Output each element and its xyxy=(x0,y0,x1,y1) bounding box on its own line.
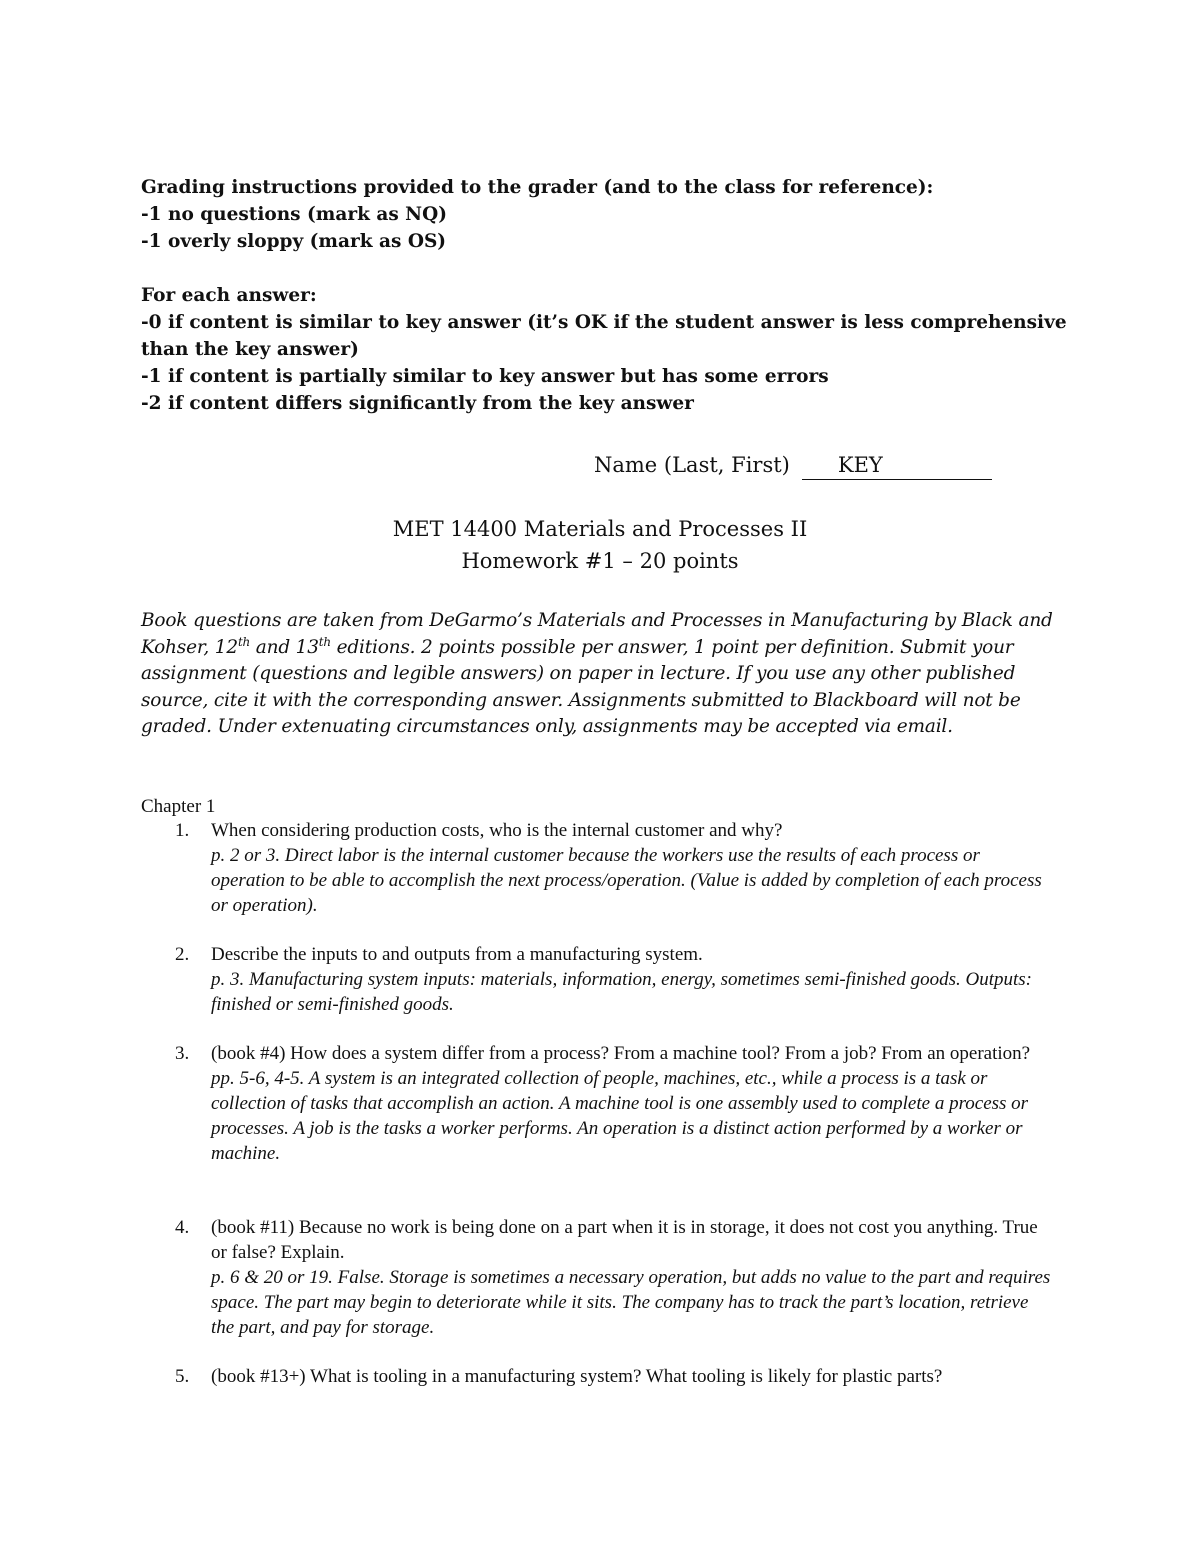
grading-rule-sloppy: -1 overly sloppy (mark as OS) xyxy=(141,231,447,252)
each-answer-rule-0: -0 if content is similar to key answer (it’s OK if the student answer is less comprehensive xyxy=(141,312,1067,333)
grading-rule-no-questions: -1 no questions (mark as NQ) xyxy=(141,204,447,225)
each-answer-rule-0-cont: than the key answer) xyxy=(141,339,359,360)
name-value: KEY xyxy=(802,451,992,480)
each-answer-heading: For each answer: xyxy=(141,285,317,306)
intro-text-3: editions. 2 points possible per answer, 1 point per definition. Submit your assignment (questions and legible answers) on paper in lecture. If you use any other published source, cite it with the corresponding answer. Assignments submitted to Blackboard will not be graded. Under extenuating circumstances only, assignments may be accepted via email. xyxy=(141,636,1021,738)
question-item xyxy=(175,942,1055,1017)
answer-text: p. 3. Manufacturing system inputs: materials, information, energy, sometimes semi-finished goods. Outputs: finished or semi-finished goods. xyxy=(211,969,1032,1015)
each-answer-rule-1: -1 if content is partially similar to key answer but has some errors xyxy=(141,366,829,387)
intro-sup-2: th xyxy=(318,634,331,649)
name-label: Name (Last, First) xyxy=(594,453,790,477)
grading-instructions xyxy=(141,174,1081,417)
question-number: 5. xyxy=(175,1366,190,1387)
question-number: 2. xyxy=(175,944,190,965)
question-number: 4. xyxy=(175,1217,190,1238)
instructions-paragraph xyxy=(141,608,1061,741)
assignment-title: Homework #1 – 20 points xyxy=(461,549,739,573)
intro-text-1: Book questions are taken from DeGarmo’s Materials and Processes in Manufacturing by Black and Kohser, 12 xyxy=(141,610,1053,658)
question-item xyxy=(175,818,1055,918)
spacer xyxy=(141,255,1081,282)
question-number: 1. xyxy=(175,820,190,841)
name-field xyxy=(594,451,992,480)
answer-text: p. 2 or 3. Direct labor is the internal customer because the workers use the results of each process or operation to be able to accomplish the next process/operation. (Value is added by completion of each process or operation). xyxy=(211,845,1042,916)
grading-heading: Grading instructions provided to the grader (and to the class for reference): xyxy=(141,177,934,198)
answer-text: pp. 5-6, 4-5. A system is an integrated collection of people, machines, etc., while a process is a task or collection of tasks that accomplish an action. A machine tool is one assembly used to complete a process or processes. A job is the tasks a worker performs. An operation is a distinct action performed by a worker or machine. xyxy=(211,1068,1029,1164)
question-text: (book #4) How does a system differ from a process? From a machine tool? From a job? From an operation? xyxy=(211,1043,1031,1064)
question-text: (book #13+) What is tooling in a manufacturing system? What tooling is likely for plastic parts? xyxy=(211,1366,943,1387)
question-text: (book #11) Because no work is being done on a part when it is in storage, it does not cost you anything. True or false? Explain. xyxy=(211,1217,1038,1263)
each-answer-rule-2: -2 if content differs significantly from the key answer xyxy=(141,393,694,414)
question-item xyxy=(175,1364,1055,1389)
question-number: 3. xyxy=(175,1043,190,1064)
answer-text: p. 6 & 20 or 19. False. Storage is sometimes a necessary operation, but adds no value to the part and requires space. The part may begin to deteriorate while it sits. The company has to track the part’s location, retrieve the part, and pay for storage. xyxy=(211,1267,1051,1338)
question-text: When considering production costs, who is the internal customer and why? xyxy=(211,820,783,841)
question-item xyxy=(175,1215,1055,1340)
intro-text-2: and 13 xyxy=(250,636,319,658)
question-text: Describe the inputs to and outputs from a manufacturing system. xyxy=(211,944,703,965)
course-title: MET 14400 Materials and Processes II xyxy=(392,517,808,541)
chapter-heading: Chapter 1 xyxy=(141,796,216,817)
intro-sup-1: th xyxy=(237,634,251,649)
question-item xyxy=(175,1041,1055,1166)
